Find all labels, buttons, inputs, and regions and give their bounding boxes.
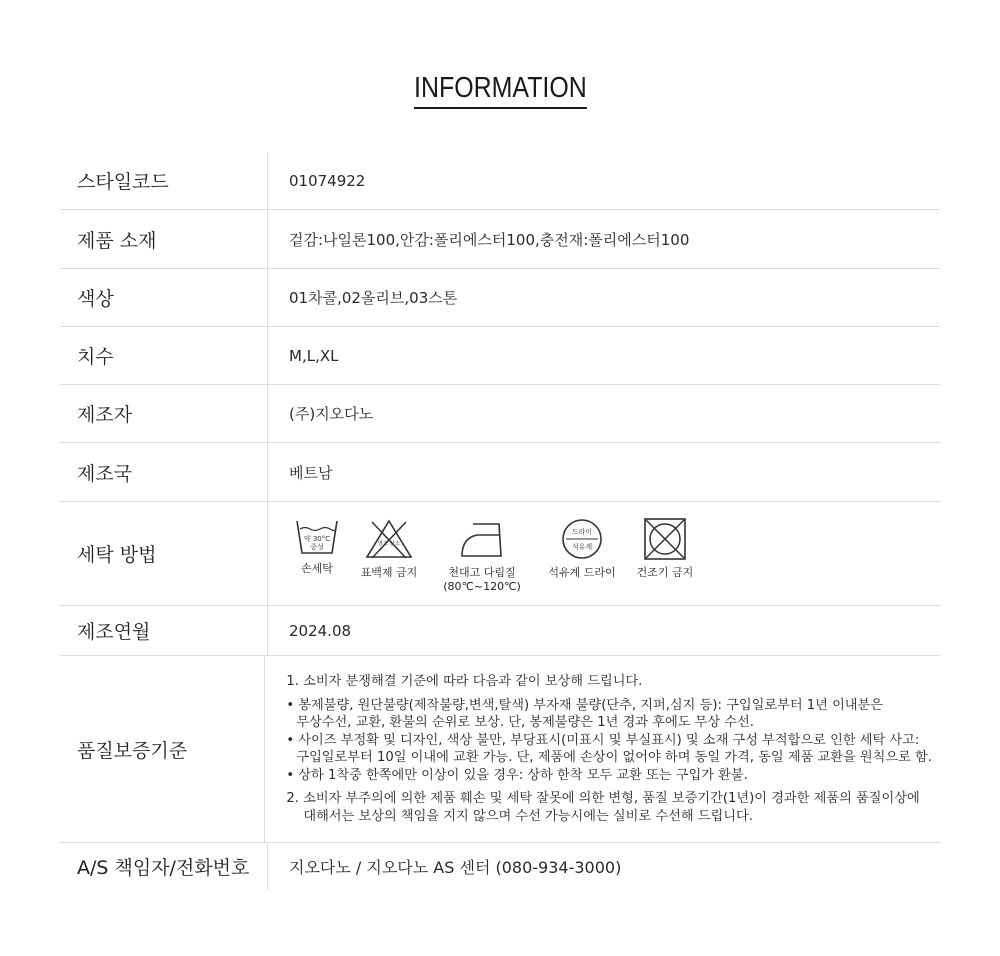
care-icon-text: 드라이 (571, 528, 593, 536)
care-icons (268, 502, 940, 605)
row-washing (60, 502, 940, 606)
row-value: 01차콜,02올리브,03스톤 (289, 289, 458, 307)
page-title: INFORMATION (414, 72, 587, 109)
care-no-bleach (354, 518, 424, 580)
row-style-code (60, 152, 940, 210)
row-label: 제조연월 (60, 606, 268, 655)
quality-line: 구입일로부터 10일 이내에 교환 가능. 단, 제품에 손상이 없어야 하며 동일 가격, 동일 제품 교환을 원칙으로 함. (296, 750, 932, 765)
quality-line: 무상수선, 교환, 환불의 순위로 보상. 단, 봉제불량은 1년 경과 후에도 무상 수선. (296, 715, 754, 730)
care-caption: 표백제 금지 (360, 566, 418, 579)
row-material (60, 210, 940, 269)
care-icon-text: 염소 (377, 541, 389, 547)
title-wrap (0, 72, 1000, 109)
row-value: 지오다노 / 지오다노 AS 센터 (080-934-3000) (289, 858, 622, 877)
no-tumble-dry-icon (643, 518, 687, 560)
quality-line: • 상하 1착중 한쪽에만 이상이 있을 경우: 상하 한착 모두 교환 또는 구입가 환불. (286, 767, 748, 783)
row-label: 색상 (60, 269, 268, 326)
iron-icon (459, 518, 505, 560)
row-size (60, 327, 940, 385)
row-label: 치수 (60, 327, 268, 384)
care-caption: 석유계 드라이 (548, 566, 616, 579)
care-hand-wash (289, 518, 345, 576)
row-country (60, 443, 940, 502)
care-caption: 건조기 금지 (636, 566, 694, 579)
row-quality (60, 656, 940, 843)
care-no-tumble-dry (630, 518, 700, 580)
care-caption: 천대고 다림질 (448, 566, 516, 579)
row-label: 제조자 (60, 385, 268, 442)
row-value: 01074922 (289, 171, 366, 190)
care-icon-text: 약 30°C (303, 535, 331, 543)
row-label: 제조국 (60, 443, 268, 501)
row-value: (주)지오다노 (289, 405, 374, 423)
row-value: 2024.08 (289, 621, 352, 640)
quality-line: • 사이즈 부정확 및 디자인, 색상 불만, 부당표시(미표시 및 부실표시) 및 소재 구성 부적합으로 인한 세탁 사고: (286, 732, 920, 748)
care-caption: 손세탁 (301, 562, 333, 575)
quality-line: 대해서는 보상의 책임을 지지 않으며 수선 가능시에는 실비로 수선해 드립니다. (303, 808, 753, 824)
care-iron (442, 518, 522, 594)
row-color (60, 269, 940, 327)
row-label: A/S 책임자/전화번호 (60, 843, 268, 890)
care-icon-text: 산소 (389, 541, 401, 547)
care-icon-text: 석유계 (571, 543, 593, 551)
care-icon-text: 중성 (310, 543, 324, 551)
hand-wash-icon (295, 518, 339, 556)
quality-line: • 봉제불량, 원단불량(제작불량,변색,탈색) 부자재 불량(단추, 지퍼,심지 등): 구입일로부터 1년 이내분은 (286, 697, 884, 713)
row-label: 스타일코드 (60, 152, 268, 209)
care-caption-2: (80℃~120℃) (443, 580, 521, 593)
row-value: M,L,XL (289, 346, 339, 365)
dry-clean-icon (560, 518, 604, 560)
row-value: 겉감:나일론100,안감:폴리에스터100,충전재:폴리에스터100 (289, 230, 690, 249)
no-bleach-icon (364, 518, 414, 560)
care-dry-clean (542, 518, 622, 580)
row-maker (60, 385, 940, 443)
quality-text (265, 656, 940, 842)
row-value: 베트남 (289, 463, 333, 482)
info-table (60, 152, 940, 890)
row-label: 세탁 방법 (60, 502, 268, 605)
row-as (60, 843, 940, 890)
quality-line: 2. 소비자 부주의에 의한 제품 훼손 및 세탁 잘못에 의한 변형, 품질 보증기간(1년)이 경과한 제품의 품질이상에 (286, 791, 920, 806)
row-label: 제품 소재 (60, 210, 268, 268)
row-label: 품질보증기준 (60, 656, 265, 842)
quality-line: 1. 소비자 분쟁해결 기준에 따라 다음과 같이 보상해 드립니다. (286, 674, 643, 689)
row-date (60, 606, 940, 656)
